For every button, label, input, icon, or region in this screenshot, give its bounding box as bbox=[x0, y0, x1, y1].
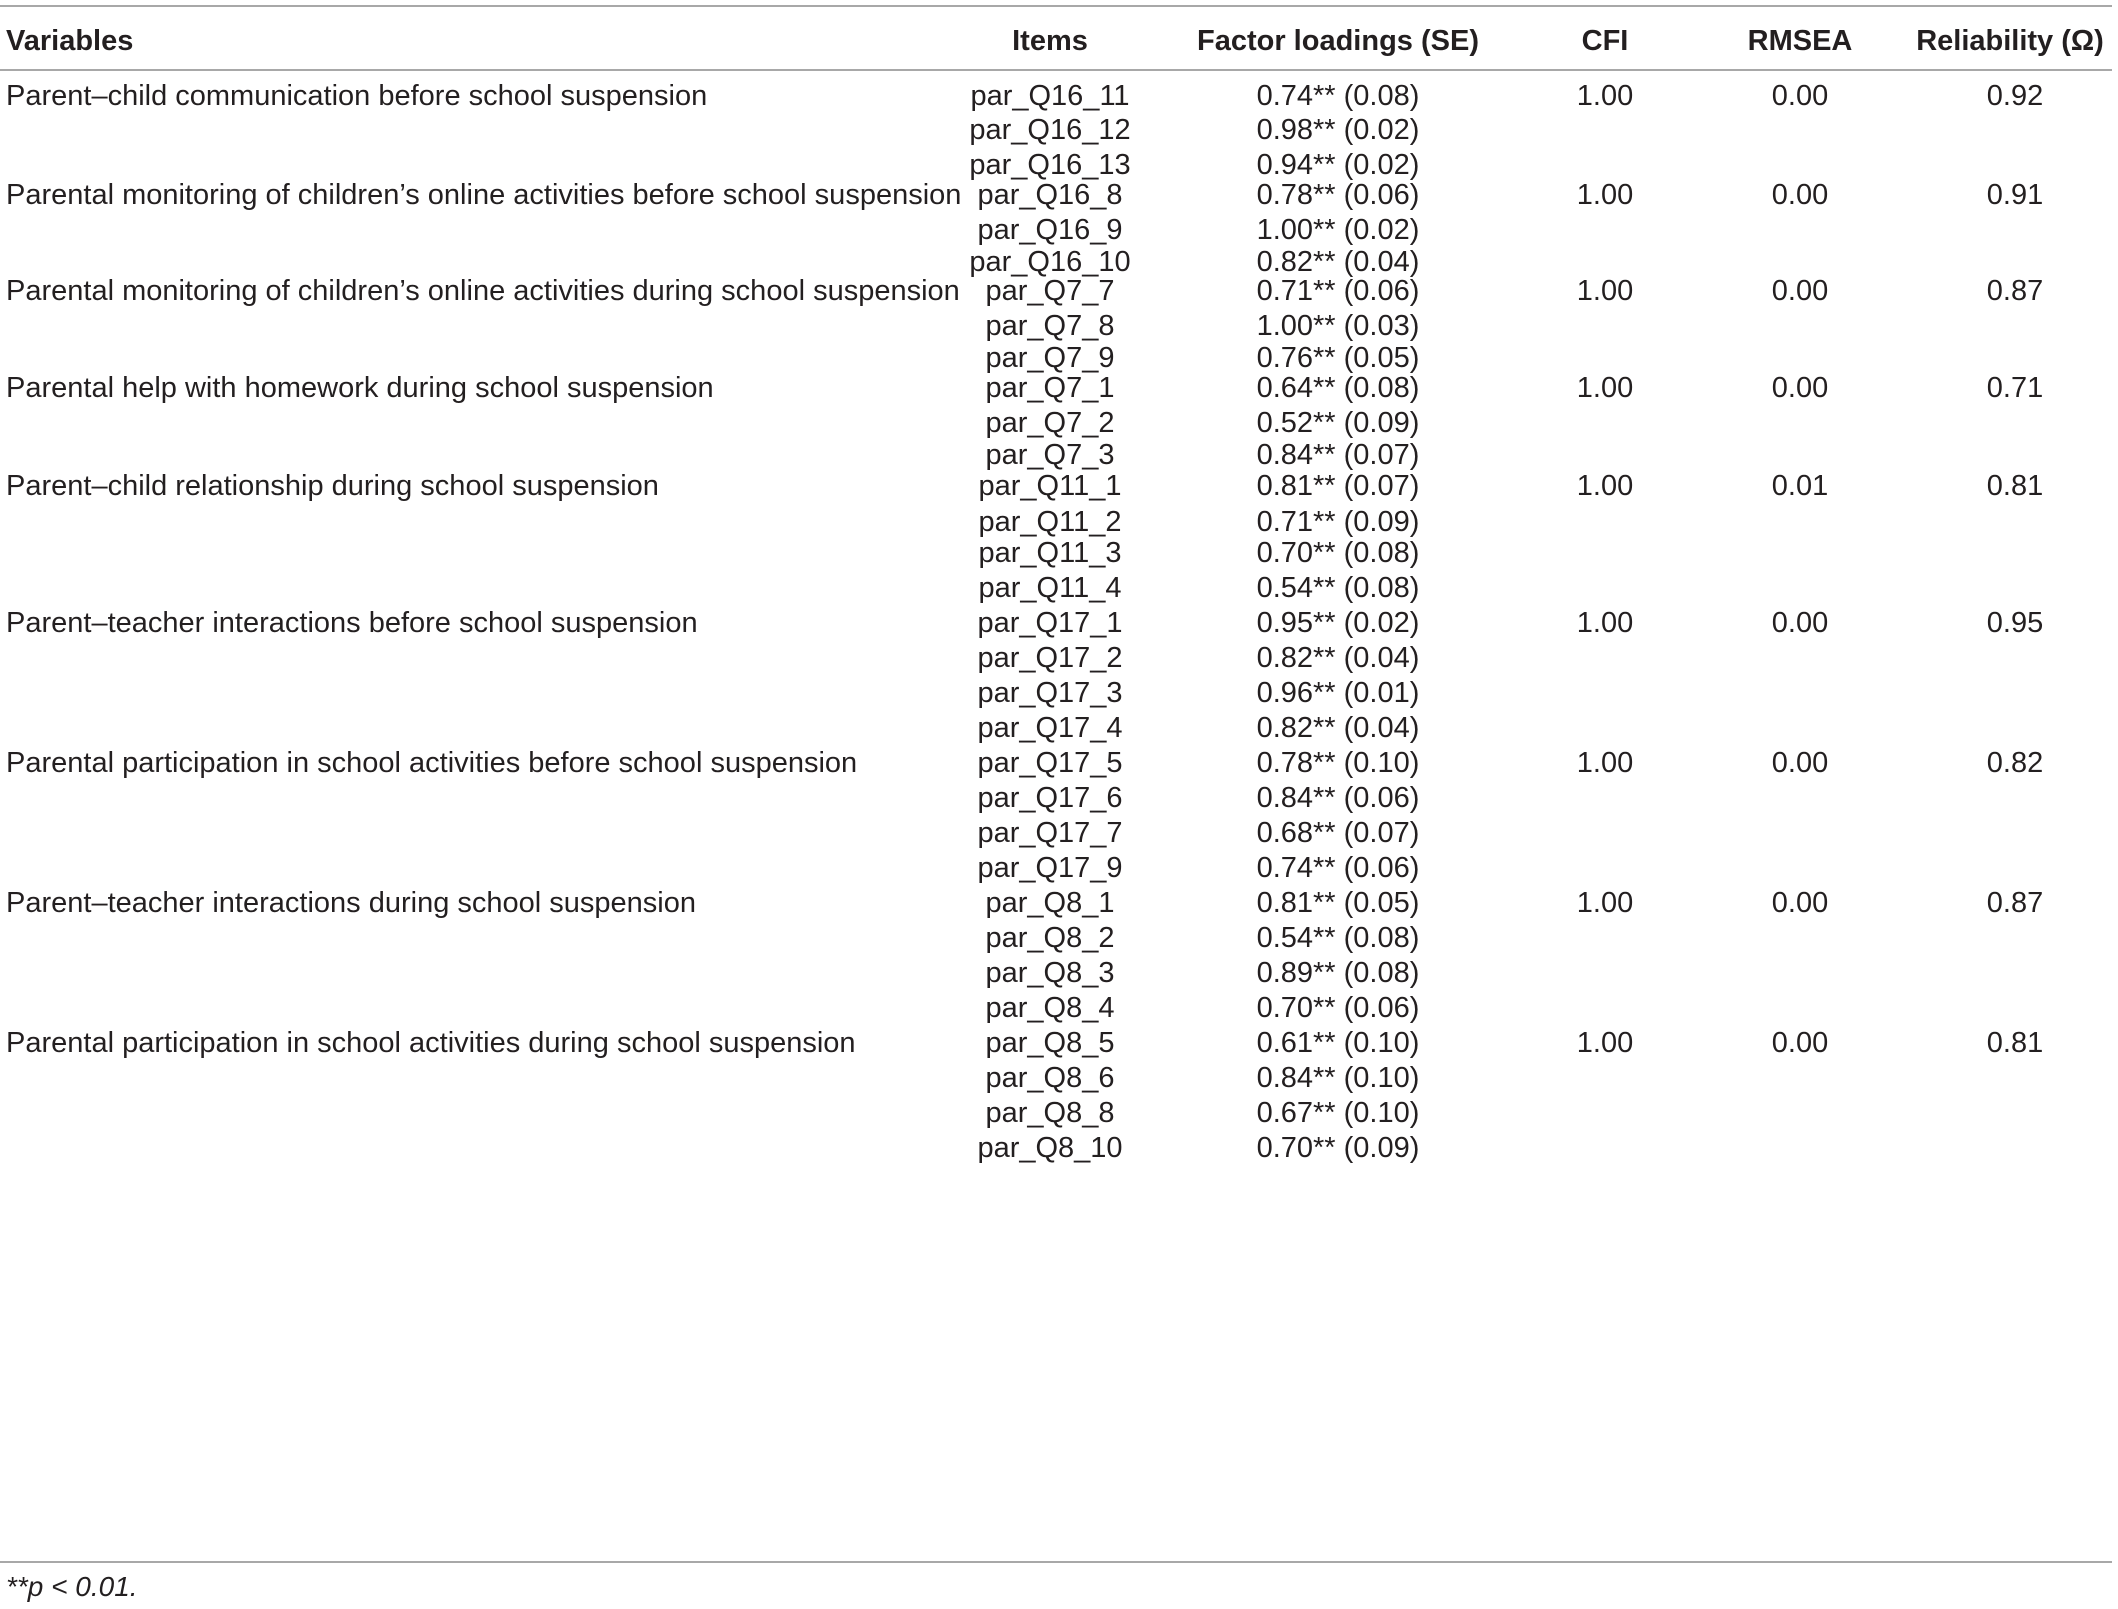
row-item-code: par_Q11_3 bbox=[978, 537, 1122, 569]
row-factor-loading: 0.54** (0.08) bbox=[1256, 922, 1420, 954]
row-item-code: par_Q8_8 bbox=[985, 1097, 1115, 1129]
header-variables: Variables bbox=[6, 25, 134, 57]
row-item-code: par_Q16_9 bbox=[977, 214, 1123, 246]
row-rmsea: 0.00 bbox=[1771, 372, 1829, 404]
row-item-code: par_Q8_2 bbox=[985, 922, 1115, 954]
row-rmsea: 0.00 bbox=[1771, 80, 1829, 112]
table-row bbox=[0, 1023, 2112, 1063]
row-cfi: 1.00 bbox=[1576, 179, 1634, 211]
row-factor-loading: 0.71** (0.09) bbox=[1256, 506, 1420, 538]
table-row bbox=[0, 813, 2112, 853]
row-variable-label: Parent–child relationship during school suspension bbox=[6, 470, 659, 502]
row-factor-loading: 0.82** (0.04) bbox=[1256, 246, 1420, 278]
table-row bbox=[0, 466, 2112, 506]
row-item-code: par_Q7_2 bbox=[985, 407, 1115, 439]
row-factor-loading: 0.64** (0.08) bbox=[1256, 372, 1420, 404]
row-factor-loading: 0.98** (0.02) bbox=[1256, 114, 1420, 146]
row-factor-loading: 0.74** (0.06) bbox=[1256, 852, 1420, 884]
row-item-code: par_Q8_5 bbox=[985, 1027, 1115, 1059]
row-factor-loading: 0.81** (0.07) bbox=[1256, 470, 1420, 502]
row-item-code: par_Q16_10 bbox=[969, 246, 1131, 278]
row-item-code: par_Q8_10 bbox=[977, 1132, 1123, 1164]
row-factor-loading: 0.96** (0.01) bbox=[1256, 677, 1420, 709]
table-row bbox=[0, 533, 2112, 573]
table-row bbox=[0, 1093, 2112, 1133]
row-reliability: 0.82 bbox=[1986, 747, 2044, 779]
row-cfi: 1.00 bbox=[1576, 1027, 1634, 1059]
table-row bbox=[0, 638, 2112, 678]
row-item-code: par_Q17_1 bbox=[977, 607, 1123, 639]
row-factor-loading: 0.61** (0.10) bbox=[1256, 1027, 1420, 1059]
row-cfi: 1.00 bbox=[1576, 607, 1634, 639]
row-reliability: 0.81 bbox=[1986, 470, 2044, 502]
table-row bbox=[0, 918, 2112, 958]
row-reliability: 0.71 bbox=[1986, 372, 2044, 404]
row-variable-label: Parent–teacher interactions during school suspension bbox=[6, 887, 696, 919]
row-rmsea: 0.00 bbox=[1771, 179, 1829, 211]
row-cfi: 1.00 bbox=[1576, 887, 1634, 919]
header-cfi: CFI bbox=[1581, 25, 1629, 57]
row-item-code: par_Q8_1 bbox=[985, 887, 1115, 919]
table-row bbox=[0, 883, 2112, 923]
row-item-code: par_Q8_4 bbox=[985, 992, 1115, 1024]
row-item-code: par_Q11_4 bbox=[978, 572, 1122, 604]
row-factor-loading: 0.95** (0.02) bbox=[1256, 607, 1420, 639]
row-item-code: par_Q17_9 bbox=[977, 852, 1123, 884]
row-item-code: par_Q7_3 bbox=[985, 439, 1115, 471]
row-reliability: 0.91 bbox=[1986, 179, 2044, 211]
row-factor-loading: 0.74** (0.08) bbox=[1256, 80, 1420, 112]
table-row bbox=[0, 1128, 2112, 1168]
row-reliability: 0.87 bbox=[1986, 887, 2044, 919]
row-factor-loading: 0.70** (0.09) bbox=[1256, 1132, 1420, 1164]
bottom-rule bbox=[0, 1561, 2112, 1563]
table-row bbox=[0, 848, 2112, 888]
row-reliability: 0.81 bbox=[1986, 1027, 2044, 1059]
row-factor-loading: 0.54** (0.08) bbox=[1256, 572, 1420, 604]
table-row bbox=[0, 708, 2112, 748]
table-row bbox=[0, 368, 2112, 408]
row-item-code: par_Q17_6 bbox=[977, 782, 1123, 814]
table-row bbox=[0, 743, 2112, 783]
row-item-code: par_Q7_7 bbox=[985, 275, 1115, 307]
table-header bbox=[0, 0, 2112, 70]
row-item-code: par_Q16_11 bbox=[970, 80, 1130, 112]
row-cfi: 1.00 bbox=[1576, 372, 1634, 404]
table-row bbox=[0, 778, 2112, 818]
row-factor-loading: 0.82** (0.04) bbox=[1256, 712, 1420, 744]
row-rmsea: 0.00 bbox=[1771, 607, 1829, 639]
header-rmsea: RMSEA bbox=[1747, 25, 1853, 57]
table-footnote: **p < 0.01. bbox=[6, 1571, 138, 1602]
row-item-code: par_Q17_2 bbox=[977, 642, 1123, 674]
table-row bbox=[0, 1058, 2112, 1098]
row-item-code: par_Q7_9 bbox=[985, 342, 1115, 374]
row-item-code: par_Q16_8 bbox=[977, 179, 1123, 211]
row-item-code: par_Q11_1 bbox=[978, 470, 1122, 502]
row-rmsea: 0.00 bbox=[1771, 887, 1829, 919]
table-row bbox=[0, 568, 2112, 608]
row-reliability: 0.92 bbox=[1986, 80, 2044, 112]
row-item-code: par_Q17_4 bbox=[977, 712, 1123, 744]
row-factor-loading: 0.94** (0.02) bbox=[1256, 149, 1420, 181]
row-factor-loading: 1.00** (0.03) bbox=[1256, 310, 1420, 342]
row-item-code: par_Q16_13 bbox=[969, 149, 1131, 181]
row-item-code: par_Q11_2 bbox=[978, 506, 1122, 538]
row-item-code: par_Q17_3 bbox=[977, 677, 1123, 709]
row-factor-loading: 0.70** (0.06) bbox=[1256, 992, 1420, 1024]
row-factor-loading: 0.76** (0.05) bbox=[1256, 342, 1420, 374]
row-factor-loading: 0.84** (0.10) bbox=[1256, 1062, 1420, 1094]
row-factor-loading: 0.84** (0.06) bbox=[1256, 782, 1420, 814]
table-row bbox=[0, 175, 2112, 215]
row-factor-loading: 0.78** (0.06) bbox=[1256, 179, 1420, 211]
row-factor-loading: 0.67** (0.10) bbox=[1256, 1097, 1420, 1129]
row-variable-label: Parental help with homework during school suspension bbox=[6, 372, 714, 404]
row-factor-loading: 0.81** (0.05) bbox=[1256, 887, 1420, 919]
row-rmsea: 0.00 bbox=[1771, 1027, 1829, 1059]
row-factor-loading: 0.78** (0.10) bbox=[1256, 747, 1420, 779]
row-factor-loading: 0.84** (0.07) bbox=[1256, 439, 1420, 471]
row-item-code: par_Q7_8 bbox=[985, 310, 1115, 342]
row-factor-loading: 0.68** (0.07) bbox=[1256, 817, 1420, 849]
row-rmsea: 0.00 bbox=[1771, 747, 1829, 779]
row-factor-loading: 0.70** (0.08) bbox=[1256, 537, 1420, 569]
row-factor-loading: 0.71** (0.06) bbox=[1256, 275, 1420, 307]
table-row bbox=[0, 953, 2112, 993]
row-factor-loading: 0.89** (0.08) bbox=[1256, 957, 1420, 989]
table-row bbox=[0, 271, 2112, 311]
row-variable-label: Parental monitoring of children’s online activities before school suspension bbox=[6, 179, 962, 211]
row-variable-label: Parental participation in school activities during school suspension bbox=[6, 1027, 856, 1059]
row-reliability: 0.87 bbox=[1986, 275, 2044, 307]
row-item-code: par_Q16_12 bbox=[969, 114, 1131, 146]
row-cfi: 1.00 bbox=[1576, 275, 1634, 307]
row-variable-label: Parent–child communication before school suspension bbox=[6, 80, 708, 112]
table-row bbox=[0, 603, 2112, 643]
header-factor-loadings: Factor loadings (SE) bbox=[1197, 25, 1479, 57]
row-factor-loading: 0.82** (0.04) bbox=[1256, 642, 1420, 674]
row-rmsea: 0.00 bbox=[1771, 275, 1829, 307]
row-factor-loading: 1.00** (0.02) bbox=[1256, 214, 1420, 246]
row-item-code: par_Q17_5 bbox=[977, 747, 1123, 779]
table-row bbox=[0, 673, 2112, 713]
row-rmsea: 0.01 bbox=[1771, 470, 1829, 502]
row-variable-label: Parental participation in school activities before school suspension bbox=[6, 747, 858, 779]
row-variable-label: Parent–teacher interactions before school suspension bbox=[6, 607, 698, 639]
row-factor-loading: 0.52** (0.09) bbox=[1256, 407, 1420, 439]
row-cfi: 1.00 bbox=[1576, 470, 1634, 502]
row-item-code: par_Q7_1 bbox=[985, 372, 1115, 404]
row-cfi: 1.00 bbox=[1576, 747, 1634, 779]
header-rule bbox=[0, 69, 2112, 71]
row-item-code: par_Q17_7 bbox=[977, 817, 1123, 849]
row-item-code: par_Q8_3 bbox=[985, 957, 1115, 989]
header-items: Items bbox=[1012, 25, 1088, 57]
row-reliability: 0.95 bbox=[1986, 607, 2044, 639]
table-row bbox=[0, 110, 2112, 150]
row-item-code: par_Q8_6 bbox=[985, 1062, 1115, 1094]
header-reliability: Reliability (Ω) bbox=[1916, 25, 2104, 57]
row-cfi: 1.00 bbox=[1576, 80, 1634, 112]
table-row bbox=[0, 988, 2112, 1028]
row-variable-label: Parental monitoring of children’s online activities during school suspension bbox=[6, 275, 960, 307]
